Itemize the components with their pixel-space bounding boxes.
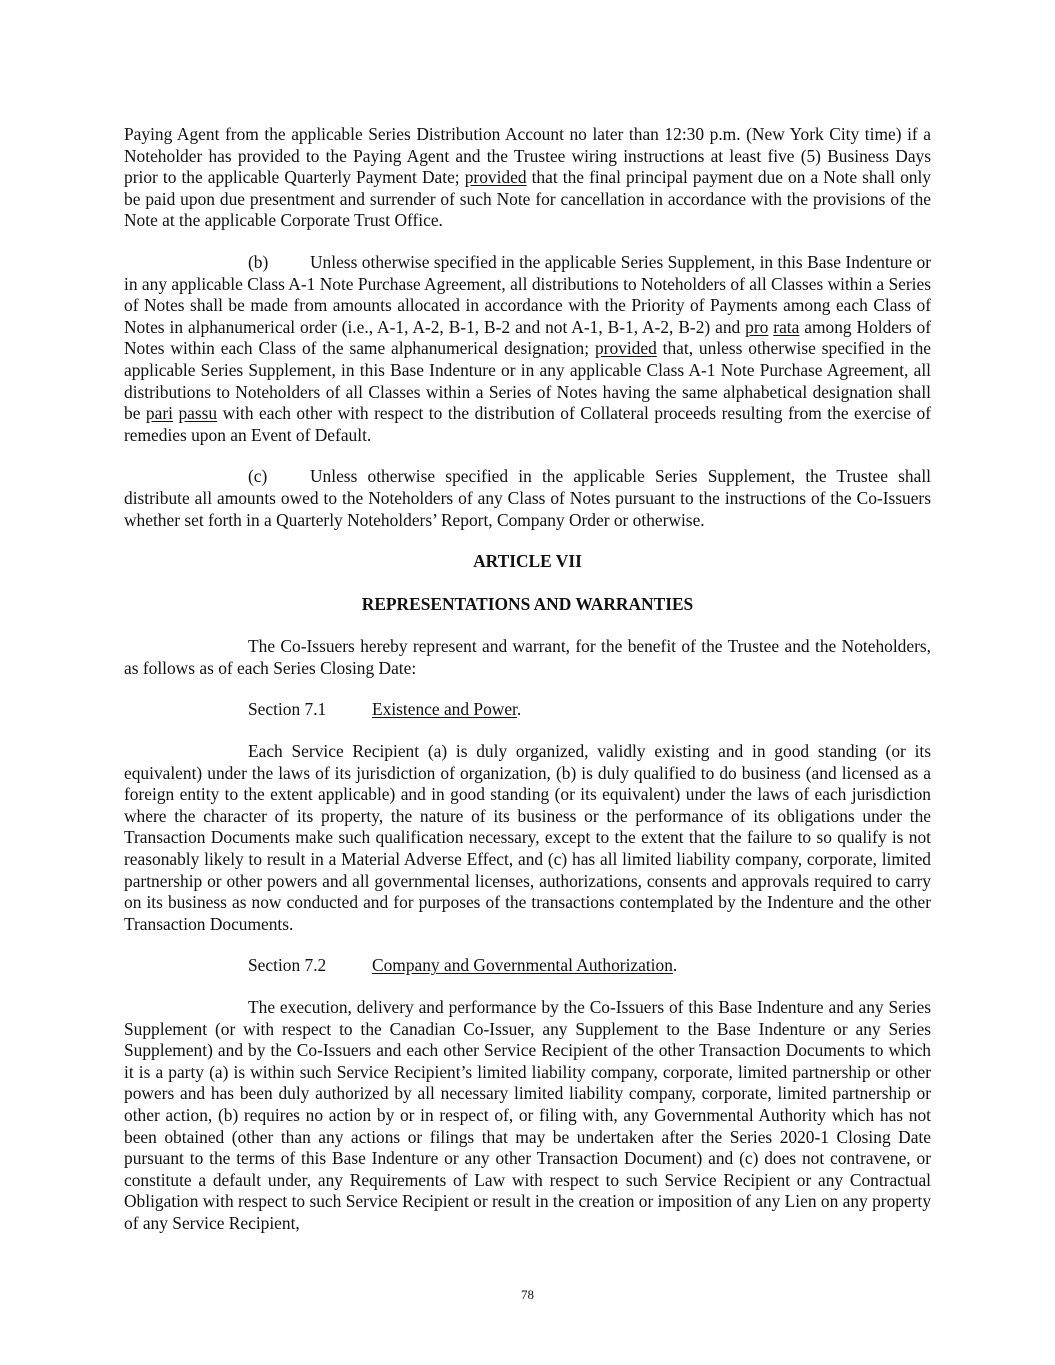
section-7-2-heading: Section 7.2 Company and Governmental Authorization. — [248, 955, 678, 976]
document-page — [124, 124, 931, 1235]
paragraph-c-label: (c) — [248, 466, 268, 487]
paragraph-b-label: (b) — [248, 251, 269, 272]
paragraph-c: (c) Unless otherwise specified in the applicable Series Supplement, the Trustee shall distribute all amounts owed to the Noteholders of any Class of Notes pursuant to the instructions of the Co-Issuers whether set forth in a Quarterly Noteholders’ Report, Company Order or otherwise. — [124, 466, 931, 530]
section-7-1-heading: Section 7.1 Existence and Power. — [248, 699, 522, 720]
section-7-1-body: Each Service Recipient (a) is duly organized, validly existing and in good standing (or its equivalent) under the laws of its jurisdiction of organization, (b) is duly qualified to do business (and licensed as a foreign entity to the extent applicable) and in good standing (or its equivalent) under the laws of each jurisdiction where the character of its property, the nature of its business or the performance of its obligations under the Transaction Documents make such qualification necessary, except to the extent that the failure to so qualify is not reasonably likely to result in a Material Adverse Effect, and (c) has all limited liability company, corporate, limited partnership or other powers and all governmental licenses, authorizations, consents and approvals required to carry on its business as now conducted and for purposes of the transactions contemplated by the Indenture and the other Transaction Documents. — [124, 741, 931, 934]
article-title: REPRESENTATIONS AND WARRANTIES — [361, 593, 694, 614]
continuation-paragraph: Paying Agent from the applicable Series Distribution Account no later than 12:30 p.m. (New York City time) if a Noteholder has provided to the Paying Agent and the Trustee wiring instructions at least five (5) Business Days prior to the applicable Quarterly Payment Date; provided that the final principal payment due on a Note shall only be paid upon due presentment and surrender of such Note for cancellation in accordance with the provisions of the Note at the applicable Corporate Trust Office. — [124, 124, 931, 231]
section-7-2-title: Company and Governmental Authorization — [372, 955, 673, 976]
section-7-1-number: Section 7.1 — [248, 699, 327, 720]
article-number: ARTICLE VII — [473, 551, 582, 572]
page-number: 78 — [521, 1287, 534, 1302]
section-7-2-body: The execution, delivery and performance by the Co-Issuers of this Base Indenture and any Series Supplement (or with respect to the Canadian Co-Issuer, any Supplement to the Base Indenture or any Series Supplement) and by the Co-Issuers and each other Service Recipient of the other Transaction Documents to which it is a party (a) is within such Service Recipient’s limited liability company, corporate, limited partnership or other powers and has been duly authorized by all necessary limited liability company, corporate, limited partnership or other action, (b) requires no action by or in respect of, or filing with, any Governmental Authority which has not been obtained (other than any actions or filings that may be undertaken after the Series 2020-1 Closing Date pursuant to the terms of this Base Indenture or any other Transaction Document) and (c) does not contravene, or constitute a default under, any Requirements of Law with respect to such Service Recipient or any Contractual Obligation with respect to such Service Recipient or result in the creation or imposition of any Lien on any property of any Service Recipient, — [124, 997, 932, 1233]
paragraph-b: (b) Unless otherwise specified in the applicable Series Supplement, in this Base Indenture or in any applicable Class A-1 Note Purchase Agreement, all distributions to Noteholders of all Classes within a Series of Notes shall be made from amounts allocated in accordance with the Priority of Payments among each Class of Notes in alphanumerical order (i.e., A-1, A-2, B-1, B-2 and not A-1, B-1, A-2, B-2) and pro rata among Holders of Notes within each Class of the same alphanumerical designation; provided that, unless otherwise specified in the applicable Series Supplement, in this Base Indenture or in any applicable Class A-1 Note Purchase Agreement, all distributions to Noteholders of all Classes within a Series of Notes having the same alphabetical designation shall be pari passu with each other with respect to the distribution of Collateral proceeds resulting from the exercise of remedies upon an Event of Default. — [124, 251, 932, 445]
section-7-1-title: Existence and Power — [372, 699, 517, 720]
section-7-2-number: Section 7.2 — [248, 955, 327, 976]
intro-paragraph: The Co-Issuers hereby represent and warrant, for the benefit of the Trustee and the Noteholders, as follows as of each Series Closing Date: — [124, 636, 931, 678]
